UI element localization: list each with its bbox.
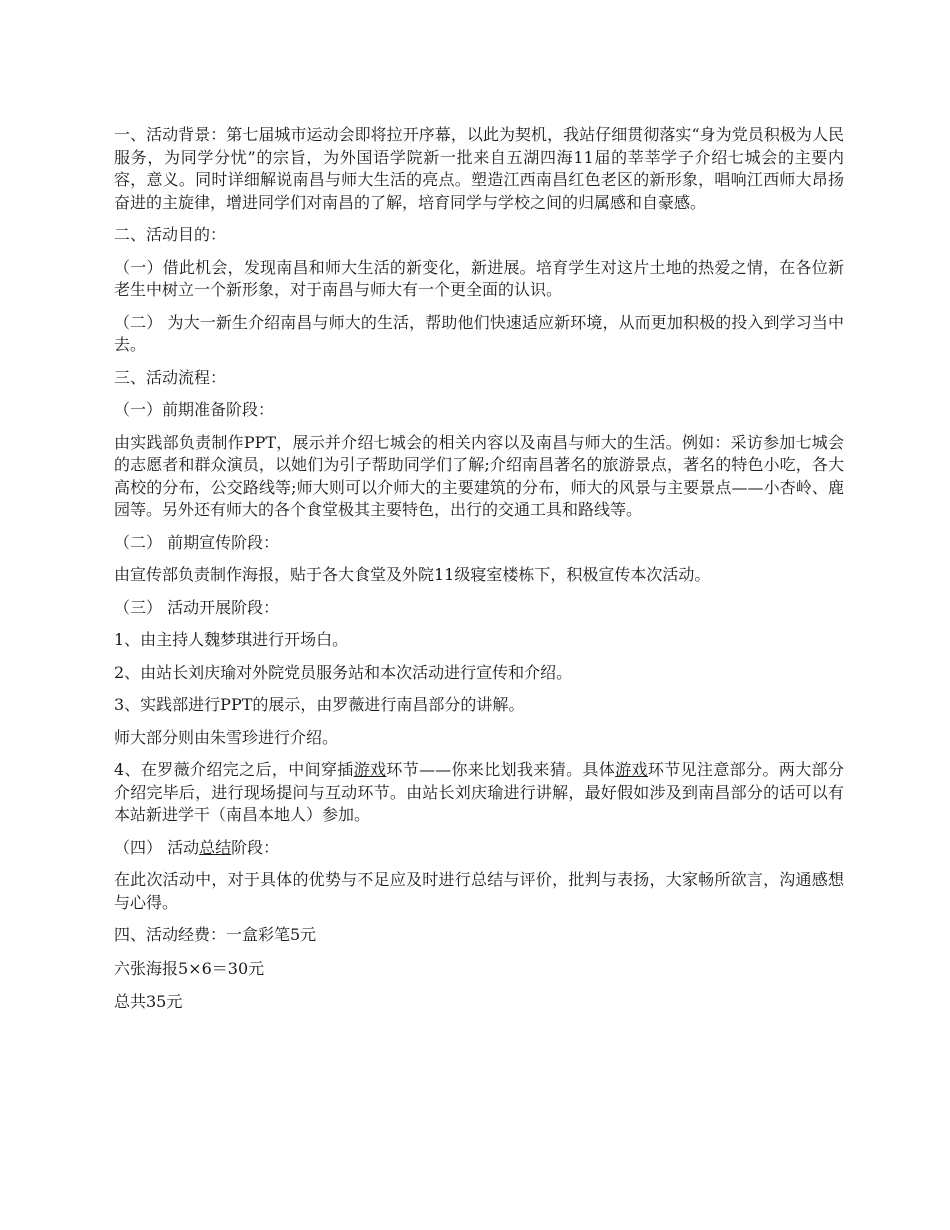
- summary-heading-text-a: （四） 活动: [114, 837, 200, 857]
- game-link[interactable]: 游戏: [353, 760, 387, 779]
- list-item-1: 1、由主持人魏梦琪进行开场白。: [114, 630, 349, 649]
- list-item-2: 2、由站长刘庆瑜对外院党员服务站和本次活动进行宣传和介绍。: [114, 662, 573, 682]
- paragraph-summary: 在此次活动中，对于具体的优势与不足应及时进行总结与评价，批判与表扬，大家畅所欲言，沟通感想与心得。: [114, 870, 844, 912]
- summary-link[interactable]: 总结: [199, 837, 232, 857]
- heading-promotion-stage: （二） 前期宣传阶段：: [114, 532, 280, 552]
- heading-activity-budget: 四、活动经费：一盒彩笔5元: [114, 925, 317, 944]
- budget-total: 总共35元: [114, 992, 183, 1011]
- heading-activity-process: 三、活动流程：: [114, 367, 227, 387]
- paragraph-preparation: 由实践部负责制作PPT，展示并介绍七城会的相关内容以及南昌与师大的生活。例如：采访参加七城会的志愿者和群众演员，以她们为引子帮助同学们了解;介绍南昌著名的旅游景点，著名的特色小吃，各大高校的分布，公交路线等;师大则可以介师大的主要建筑的分布，师大的风景与主要景点——小杏岭、鹿园等。另外还有师大的各个食堂极其主要特色，出行的交通工具和路线等。: [114, 432, 844, 519]
- budget-posters: 六张海报5×6＝30元: [114, 958, 265, 978]
- paragraph-shida-intro: 师大部分则由朱雪珍进行介绍。: [114, 727, 339, 747]
- list-item-4: [114, 759, 844, 827]
- list-item-4-text-c: 环节见注意部分。两大部分介绍完毕后，进行现场提问与互动环节。由站长刘庆瑜进行讲解，最好假如涉及到南昌部分的话可以有本站新进学干（南昌本地人）参加。: [114, 760, 844, 824]
- heading-activity-purpose: 二、活动目的：: [114, 225, 227, 244]
- document-body: [114, 124, 844, 1024]
- heading-preparation-stage: （一）前期准备阶段：: [114, 400, 275, 419]
- paragraph-background: 一、活动背景：第七届城市运动会即将拉开序幕，以此为契机，我站仔细贯彻落实“身为党员积极为人民服务，为同学分忧”的宗旨，为外国语学院新一批来自五湖四海11届的莘莘学子介绍七城会的主要内容，意义。同时详细解说南昌与师大生活的亮点。塑造江西南昌红色老区的新形象，唱响江西师大昂扬奋进的主旋律，增进同学们对南昌的了解，培育同学与学校之间的归属感和自豪感。: [114, 125, 844, 212]
- summary-heading-text-b: 阶段：: [231, 837, 280, 857]
- paragraph-purpose-2: （二） 为大一新生介绍南昌与师大的生活，帮助他们快速适应新环境，从而更加积极的投入到学习当中去。: [114, 312, 844, 354]
- game-link-2[interactable]: 游戏: [615, 760, 648, 779]
- heading-summary-stage: [114, 837, 844, 860]
- list-item-4-text-a: 4、在罗薇介绍完之后，中间穿插: [114, 760, 354, 779]
- heading-execution-stage: （三） 活动开展阶段：: [114, 597, 280, 617]
- paragraph-promotion: 由宣传部负责制作海报，贴于各大食堂及外院11级寝室楼栋下，积极宣传本次活动。: [114, 565, 711, 584]
- paragraph-purpose-1: （一）借此机会，发现南昌和师大生活的新变化，新进展。培育学生对这片土地的热爱之情，在各位新老生中树立一个新形象，对于南昌与师大有一个更全面的认识。: [114, 257, 844, 299]
- list-item-4-text-b: 环节——你来比划我来猜。具体: [386, 760, 616, 779]
- list-item-3: 3、实践部进行PPT的展示，由罗薇进行南昌部分的讲解。: [114, 695, 525, 714]
